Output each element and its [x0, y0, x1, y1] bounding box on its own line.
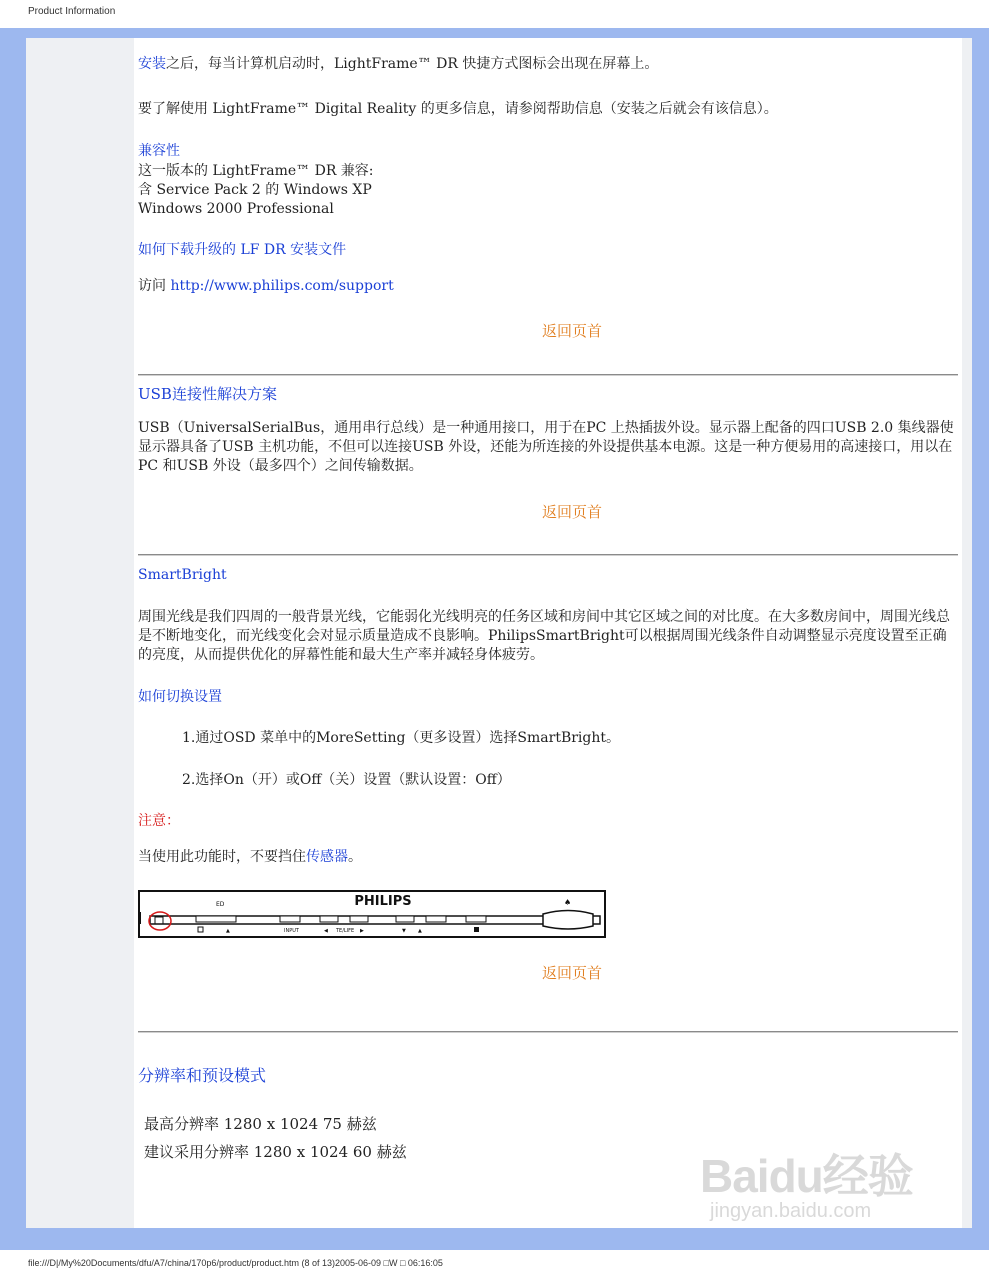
- visit-label: 访问: [138, 278, 171, 294]
- compat-line-3: Windows 2000 Professional: [138, 201, 334, 217]
- lightframe-install-line: [138, 55, 658, 74]
- lightframe-help-line: 要了解使用 LightFrame™ Digital Reality 的更多信息，请参阅帮助信息（安装之后就会有该信息）。: [138, 101, 778, 117]
- baidu-watermark: [700, 1140, 940, 1240]
- page-footer: file:///D|/My%20Documents/dfu/A7/china/170p6/product/product.htm (8 of 13)2005-06-09 □W □ 06:16:05: [28, 1258, 443, 1268]
- back-to-top-link-3[interactable]: 返回页首: [542, 964, 603, 982]
- install-line-text: 之后，每当计算机启动时，LightFrame™ DR 快捷方式图标会出现在屏幕上。: [166, 56, 659, 72]
- compat-heading: 兼容性: [138, 143, 180, 159]
- note-prefix: 当使用此功能时，不要挡住: [138, 849, 306, 865]
- watermark-main: Baidu经验: [700, 1150, 913, 1202]
- left-column: [26, 38, 134, 1228]
- usb-heading: USB连接性解决方案: [138, 385, 277, 403]
- watermark-sub: jingyan.baidu.com: [710, 1200, 872, 1222]
- usb-body: USB（UniversalSerialBus，通用串行总线）是一种通用接口，用于在PC 上热插拔外设。显示器上配备的四口USB 2.0 集线器使显示器具备了USB 主机功能，不但可以连接USB 外设，还能为所连接的外设提供基本电源。这是一种方便易用的高速接口，用以在PC 和USB 外设（最多四个）之间传输数据。: [138, 420, 954, 474]
- monitor-bezel-diagram: [138, 890, 606, 938]
- visit-line: [138, 277, 394, 296]
- divider-2: [138, 554, 958, 556]
- smartbright-body: 周围光线是我们四周的一般背景光线，它能弱化光线明亮的任务区域和房间中其它区域之间的对比度。在大多数房间中，周围光线总是不断地变化，而光线变化会对显示质量造成不良影响。PhilipsSmartBright可以根据周围光线条件自动调整显示亮度设置至正确的亮度，从而提供优化的屏幕性能和最大生产率并减轻身体疲劳。: [138, 609, 950, 663]
- divider-3: [138, 1031, 958, 1033]
- resolution-heading: 分辨率和预设模式: [138, 1066, 267, 1085]
- compat-line-2: 含 Service Pack 2 的 Windows XP: [138, 182, 372, 198]
- resolution-line-2: 建议采用分辨率 1280 x 1024 60 赫兹: [144, 1143, 407, 1161]
- compat-line-1: 这一版本的 LightFrame™ DR 兼容:: [138, 163, 374, 179]
- sensor-link[interactable]: 传感器: [306, 849, 348, 865]
- note-suffix: 。: [348, 849, 362, 865]
- svg-text:◀: ◀: [324, 928, 328, 934]
- howto-heading: 如何切换设置: [138, 689, 222, 705]
- download-heading: 如何下载升级的 LF DR 安装文件: [138, 242, 347, 258]
- resolution-line-1: 最高分辨率 1280 x 1024 75 赫兹: [144, 1115, 377, 1133]
- support-url-link[interactable]: http://www.philips.com/support: [170, 278, 394, 294]
- back-to-top-link-2[interactable]: 返回页首: [542, 503, 603, 521]
- svg-text:▲: ▲: [226, 928, 230, 934]
- install-link[interactable]: 安装: [138, 56, 166, 72]
- step-1: 1.通过OSD 菜单中的MoreSetting（更多设置）选择SmartBright。: [182, 730, 621, 746]
- bezel-brand: PHILIPS: [354, 894, 412, 909]
- svg-text:▲: ▲: [418, 928, 422, 934]
- right-strip: [962, 38, 972, 1228]
- svg-text:▼: ▼: [402, 928, 406, 934]
- page-header: Product Information: [28, 6, 116, 17]
- smartbright-heading: SmartBright: [138, 567, 227, 583]
- svg-text:TE/LIFE: TE/LIFE: [336, 928, 355, 934]
- step-2: 2.选择On（开）或Off（关）设置（默认设置：Off）: [182, 772, 511, 788]
- divider-1: [138, 374, 958, 376]
- svg-text:INPUT: INPUT: [284, 928, 299, 934]
- note-line: [138, 848, 362, 867]
- svg-text:♠: ♠: [564, 898, 572, 907]
- note-label: 注意：: [138, 813, 180, 829]
- svg-text:▶: ▶: [360, 928, 364, 934]
- back-to-top-link-1[interactable]: 返回页首: [542, 322, 603, 340]
- svg-text:ED: ED: [216, 901, 225, 908]
